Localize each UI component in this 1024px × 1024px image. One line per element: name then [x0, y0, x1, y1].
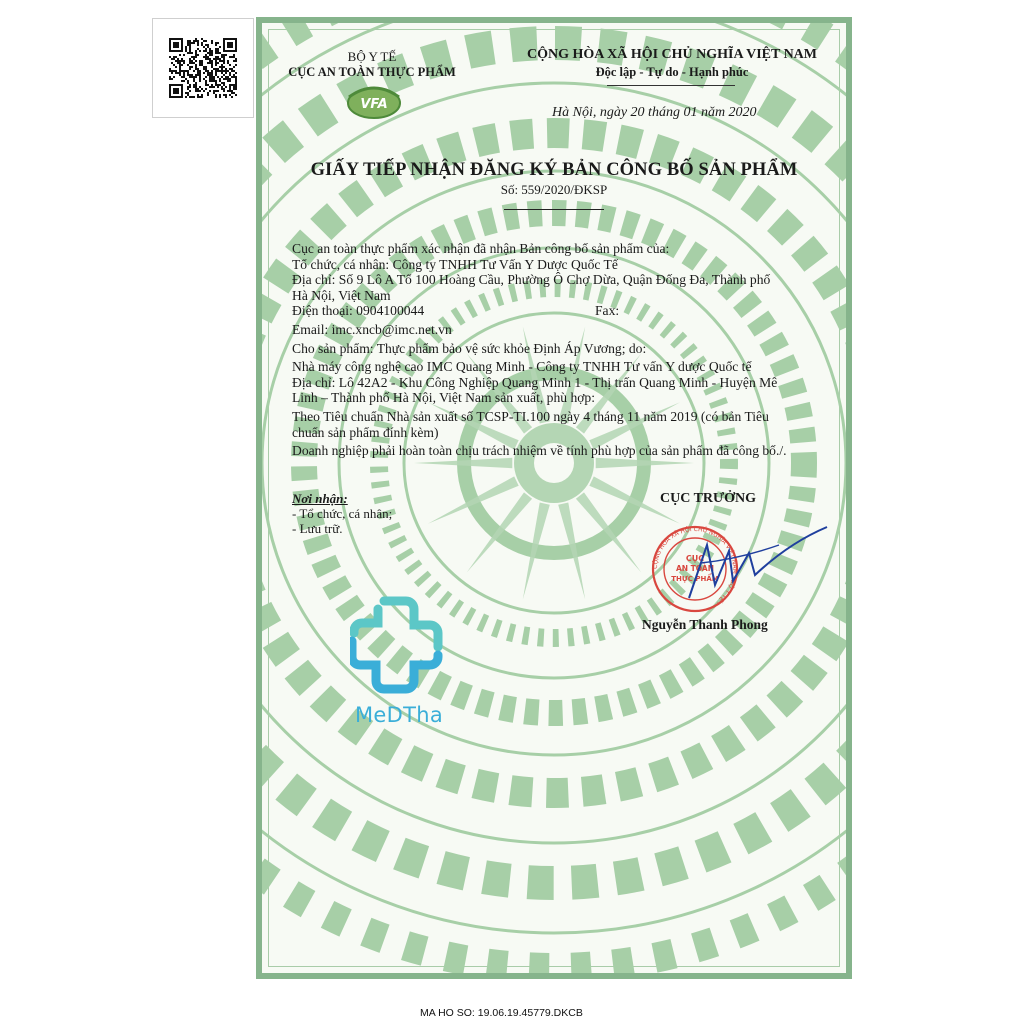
- national-motto: Độc lập - Tự do - Hạnh phúc: [595, 65, 749, 79]
- medtha-logo-icon: [350, 593, 445, 698]
- issue-date: Hà Nội, ngày 20 tháng 01 năm 2020: [552, 105, 757, 120]
- seal-center-line-1: CỤC: [685, 554, 705, 563]
- phone: Điện thoại: 0904100044: [292, 303, 425, 319]
- ministry-name: BỘ Y TẾ: [347, 49, 397, 64]
- official-seal: [649, 523, 839, 623]
- issuer-block: [262, 49, 482, 80]
- medtha-logo-text: MeDTha: [355, 703, 444, 727]
- document-title: GIẤY TIẾP NHẬN ĐĂNG KÝ BẢN CÔNG BỐ SẢN PHẨM: [310, 160, 798, 180]
- responsibility-line: Doanh nghiệp phải hoàn toàn chịu trách nhiệm về tính phù hợp của sản phẩm đã công bố./.: [292, 443, 787, 459]
- vfa-logo-text: VFA: [360, 97, 388, 112]
- motto-underline: [607, 85, 735, 86]
- national-header: [492, 47, 852, 80]
- certificate-body: [292, 241, 837, 459]
- factory-line: Nhà máy công nghệ cao IMC Quang Minh - Công ty TNHH Tư vấn Y dược Quốc tế: [292, 359, 752, 375]
- recipient-item: - Tổ chức, cá nhân;: [292, 506, 393, 521]
- phone-fax-line: [292, 303, 837, 319]
- republic-name: CỘNG HÒA XÃ HỘI CHỦ NGHĨA VIỆT NAM: [526, 47, 817, 62]
- title-divider: [504, 209, 604, 210]
- signer-name: Nguyễn Thanh Phong: [642, 617, 768, 632]
- vfa-logo: [345, 81, 403, 121]
- certificate-content: [262, 23, 846, 973]
- seal-center-line-2: AN TOÀN: [675, 564, 715, 573]
- factory-address-line-1: Địa chỉ: Lô 42A2 - Khu Công Nghiệp Quang Minh 1 - Thị trấn Quang Minh - Huyện Mê: [292, 374, 778, 390]
- intro-line: Cục an toàn thực phẩm xác nhận đã nhận Bản công bố sản phẩm của:: [292, 241, 670, 256]
- address-line-1: Địa chỉ: Số 9 Lô A Tổ 100 Hoàng Cầu, Phường Ô Chợ Dừa, Quận Đống Đa, Thành phố: [292, 272, 771, 288]
- seal-center-line-3: THỰC PHẨM: [671, 575, 719, 583]
- dossier-code: MA HO SO: 19.06.19.45779.DKCB: [420, 1007, 583, 1019]
- document-number: Số: 559/2020/ĐKSP: [500, 182, 608, 197]
- product-line: Cho sản phẩm: Thực phẩm bảo vệ sức khỏe Định Áp Vương; do:: [292, 340, 647, 356]
- fax: Fax:: [595, 303, 620, 319]
- qr-code-icon: [169, 38, 237, 98]
- organization-line: Tổ chức, cá nhân: Công ty TNHH Tư Vấn Y Dược Quốc Tế: [292, 256, 618, 272]
- factory-address-line-2: Linh – Thành phố Hà Nội, Việt Nam sản xuất, phù hợp:: [292, 390, 596, 406]
- address-line-2: Hà Nội, Việt Nam: [292, 287, 391, 303]
- standard-line-2: chuẩn sản phẩm đính kèm): [292, 424, 439, 440]
- recipients-heading: Nơi nhận:: [292, 491, 348, 506]
- signer-position: CỤC TRƯỞNG: [660, 491, 757, 506]
- agency-name: CỤC AN TOÀN THỰC PHẨM: [288, 65, 456, 79]
- recipient-item: - Lưu trữ.: [292, 521, 343, 536]
- recipients-block: [292, 491, 392, 536]
- certificate-frame: [256, 17, 852, 979]
- standard-line-1: Theo Tiêu chuẩn Nhà sản xuất số TCSP-TI.100 ngày 4 tháng 11 năm 2019 (có bản Tiêu: [292, 408, 769, 424]
- seal-ring-text: CỘNG HÒA XÃ HỘI CHỦ NGHĨA VIỆT NAM · BỘ Y TẾ ·: [651, 525, 739, 606]
- email-line: Email: imc.xncb@imc.net.vn: [292, 321, 452, 337]
- qr-code: [152, 18, 254, 118]
